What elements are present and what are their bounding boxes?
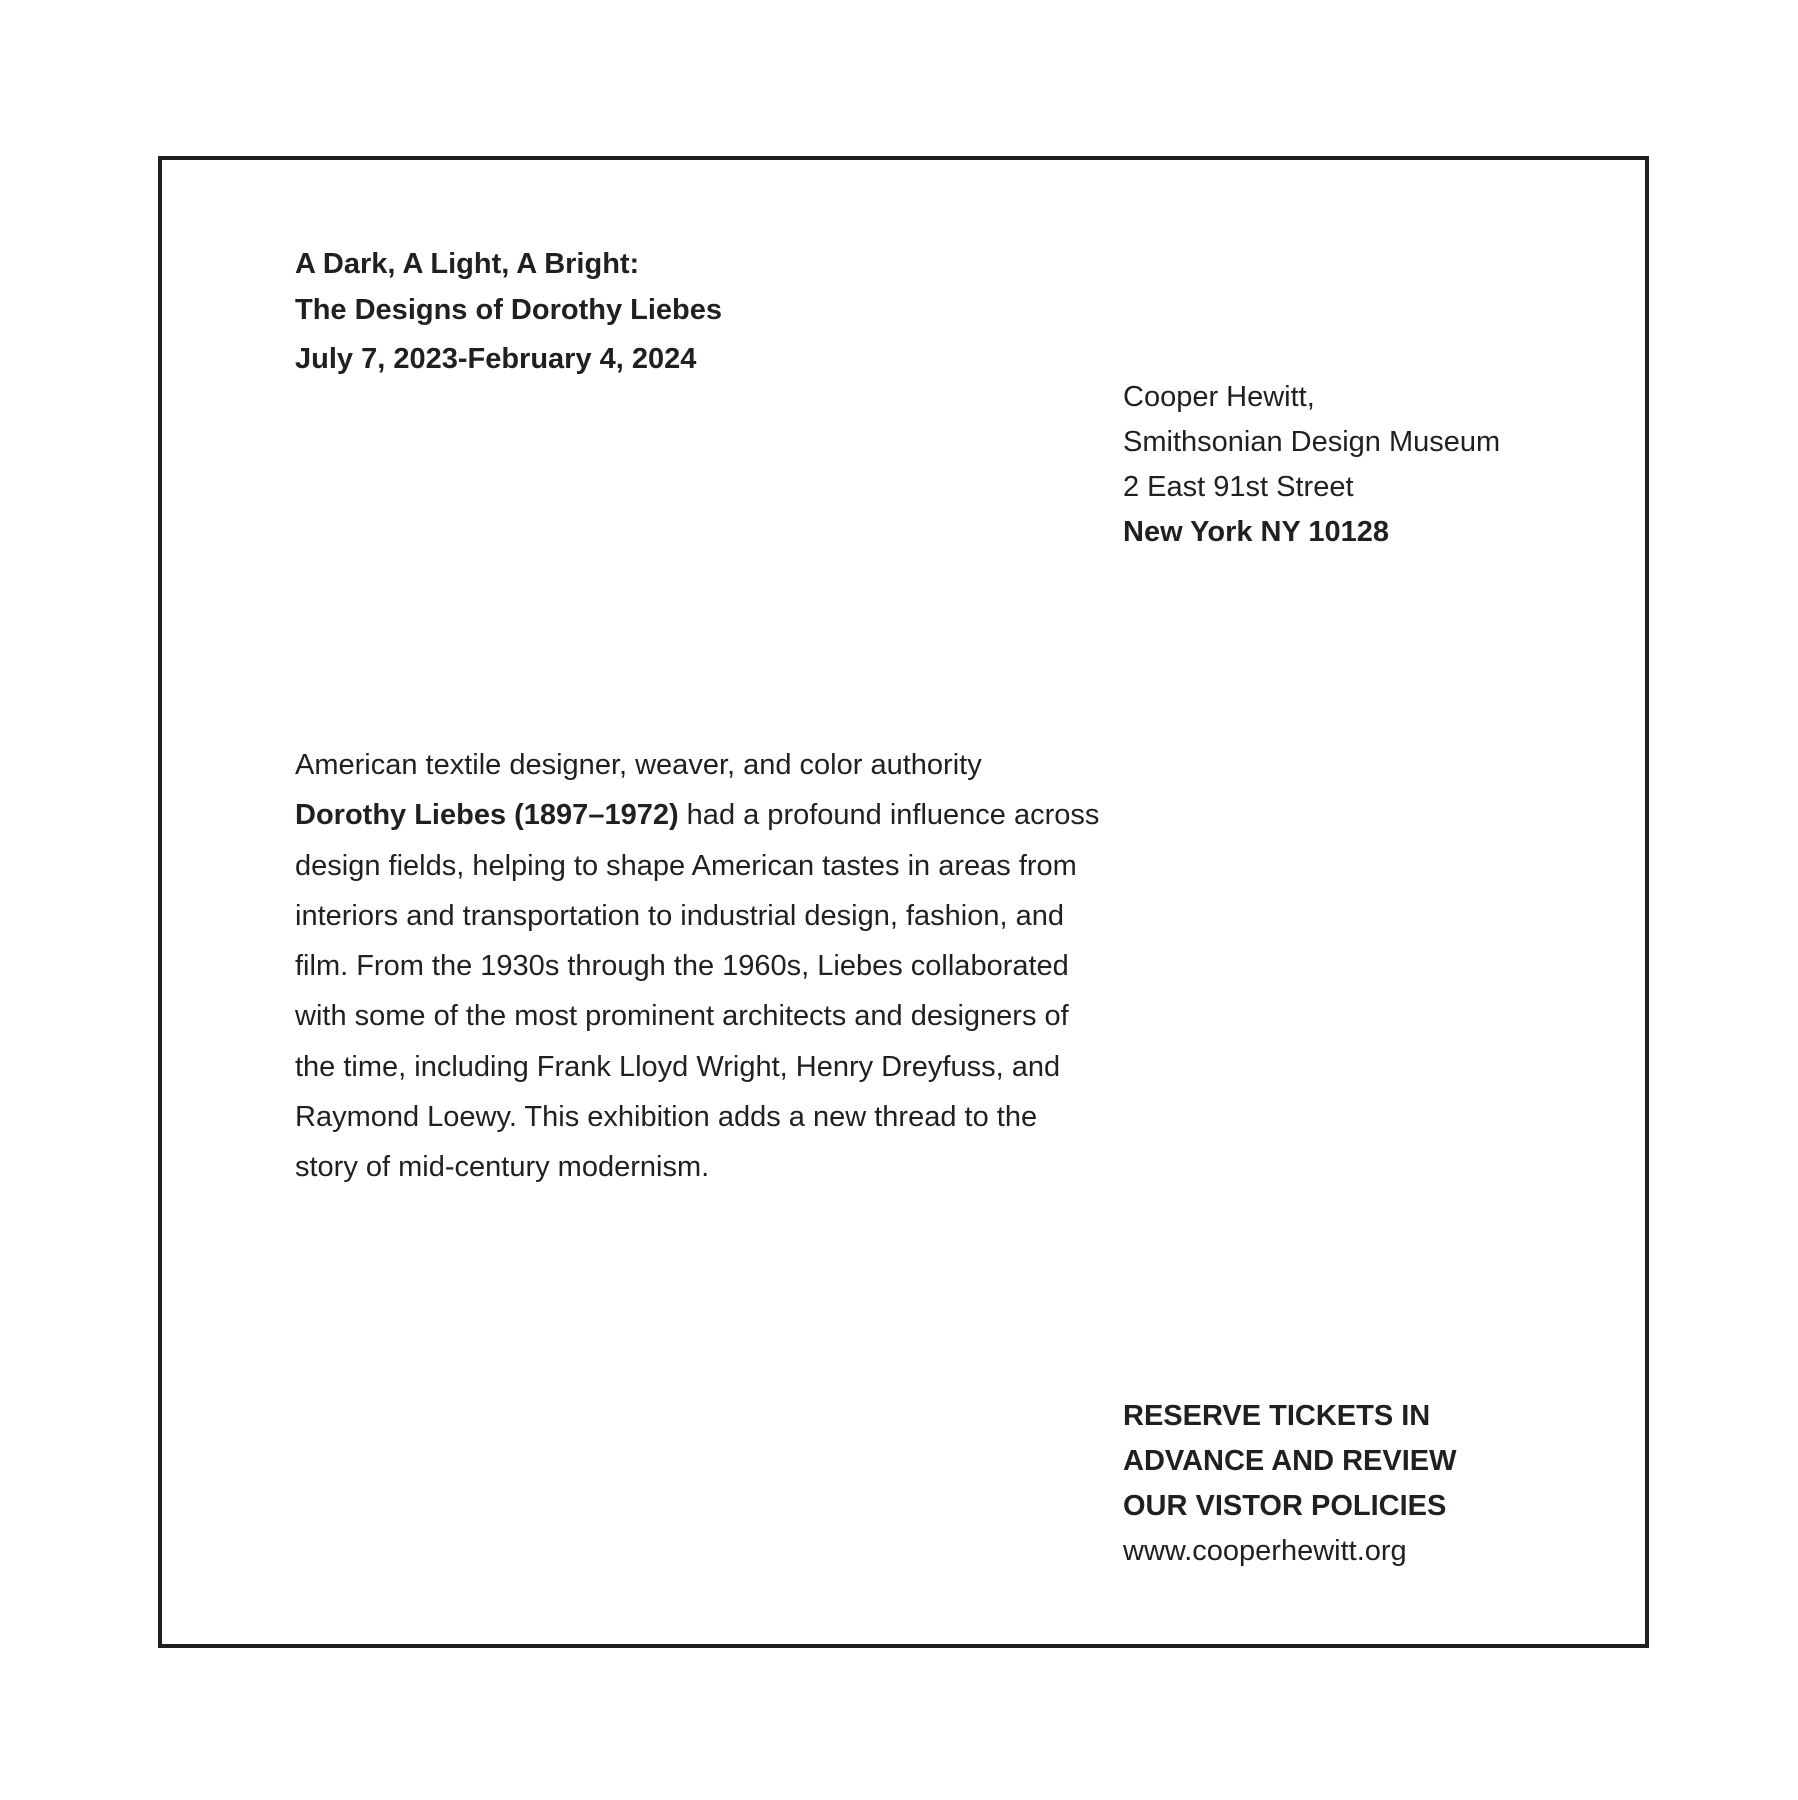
cta-line-2: ADVANCE AND REVIEW [1123,1445,1457,1477]
exhibition-title-line-2: The Designs of Dorothy Liebes [295,294,722,326]
description-line-8: Raymond Loewy. This exhibition adds a new thread to the [295,1101,1038,1134]
cta-line-3: OUR VISTOR POLICIES [1123,1490,1447,1522]
description-line-1: American textile designer, weaver, and color authority [295,749,982,781]
description-line-2-rest: had a profound influence across [678,799,1100,832]
description-line-6: with some of the most prominent architects and designers of [295,1000,1069,1033]
exhibition-description [295,740,1155,1193]
description-line-9: story of mid-century modernism. [295,1151,710,1184]
description-line-2 [295,790,1155,840]
exhibition-card [158,156,1649,1648]
designer-name: Dorothy Liebes (1897–1972) [295,799,679,832]
description-line-5: film. From the 1930s through the 1960s, Liebes collaborated [295,950,1069,983]
address-line-3: 2 East 91st Street [1123,471,1354,503]
website-link[interactable]: www.cooperhewitt.org [1123,1535,1407,1567]
ticket-call-to-action [1123,1394,1603,1574]
description-line-7: the time, including Frank Lloyd Wright, Henry Dreyfuss, and [295,1050,1061,1083]
exhibition-title-block [295,241,995,385]
address-city-line: New York NY 10128 [1123,516,1389,548]
cta-line-1: RESERVE TICKETS IN [1123,1400,1431,1432]
exhibition-title-line-1: A Dark, A Light, A Bright: [295,248,640,280]
museum-address [1123,375,1603,555]
address-line-2: Smithsonian Design Museum [1123,426,1501,458]
exhibition-dates: July 7, 2023-February 4, 2024 [295,343,697,375]
address-line-1: Cooper Hewitt, [1123,381,1315,413]
description-line-4: interiors and transportation to industrial design, fashion, and [295,899,1064,932]
description-line-3: design fields, helping to shape American tastes in areas from [295,849,1077,882]
